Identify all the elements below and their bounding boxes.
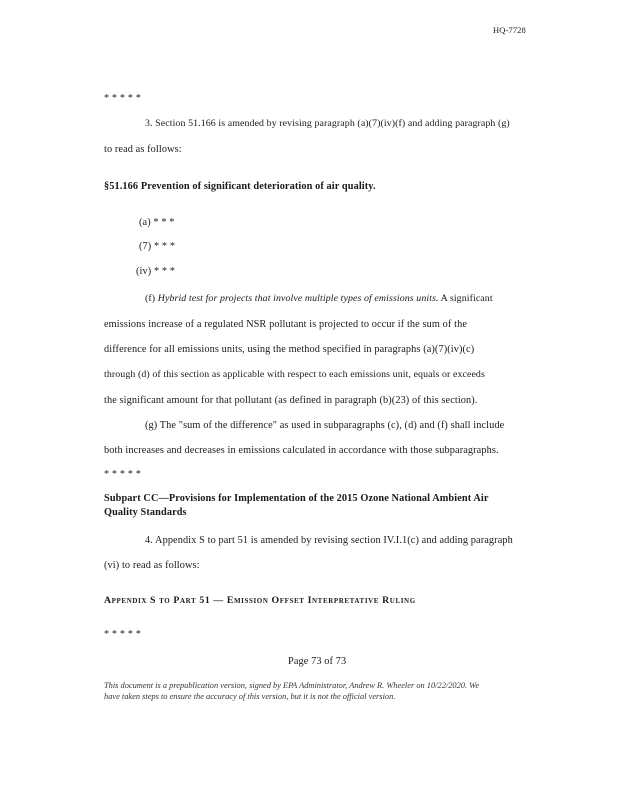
- paragraph-f-line-2: emissions increase of a regulated NSR pollutant is projected to occur if the sum of the: [104, 319, 467, 330]
- paragraph-f-italic-title: Hybrid test for projects that involve multiple types of emissions units.: [157, 293, 439, 304]
- prepublication-disclaimer-line-2: have taken steps to ensure the accuracy of this version, but it is not the official version.: [104, 692, 396, 701]
- paragraph-f-line-4: through (d) of this section as applicable with respect to each emissions unit, equals or exceeds: [104, 369, 485, 380]
- section-break-stars: * * * * *: [104, 469, 141, 480]
- subpart-cc-heading: Subpart CC—Provisions for Implementation of the 2015 Ozone National Ambient Air Quality Standards: [104, 493, 489, 518]
- amendment-3-line-2: to read as follows:: [104, 144, 182, 155]
- paragraph-iv-stars: (iv) * * *: [136, 266, 176, 277]
- section-51166-heading: §51.166 Prevention of significant deterioration of air quality.: [104, 181, 376, 192]
- paragraph-7-stars: (7) * * *: [139, 241, 176, 252]
- paragraph-f-line-1: [145, 293, 493, 304]
- page-number: Page 73 of 73: [288, 656, 347, 667]
- paragraph-a-stars: (a) * * *: [139, 217, 175, 228]
- paragraph-g-line-1: (g) The "sum of the difference" as used in subparagraphs (c), (d) and (f) shall include: [145, 420, 505, 431]
- prepublication-disclaimer-line-1: This document is a prepublication version, signed by EPA Administrator, Andrew R. Wheeler on 10/22/2020. We: [104, 681, 480, 690]
- paragraph-f-lead: A significant: [440, 293, 493, 304]
- paragraph-f-label: (f): [145, 293, 156, 304]
- paragraph-f-line-3: difference for all emissions units, using the method specified in paragraphs (a)(7)(iv)(c): [104, 344, 475, 355]
- paragraph-g-line-2: both increases and decreases in emissions calculated in accordance with those subparagraphs.: [104, 445, 499, 456]
- amendment-3-line-1: 3. Section 51.166 is amended by revising paragraph (a)(7)(iv)(f) and adding paragraph (g): [145, 118, 510, 129]
- document-id: HQ-7728: [493, 25, 526, 35]
- paragraph-f-line-5: the significant amount for that pollutant (as defined in paragraph (b)(23) of this section).: [104, 395, 478, 406]
- appendix-s-heading: Appendix S to Part 51 — Emission Offset Interpretative Ruling: [104, 595, 416, 606]
- section-break-stars: * * * * *: [104, 93, 141, 104]
- amendment-4-line-2: (vi) to read as follows:: [104, 560, 200, 571]
- amendment-4-line-1: 4. Appendix S to part 51 is amended by revising section IV.I.1(c) and adding paragraph: [145, 535, 513, 546]
- section-break-stars: * * * * *: [104, 629, 141, 640]
